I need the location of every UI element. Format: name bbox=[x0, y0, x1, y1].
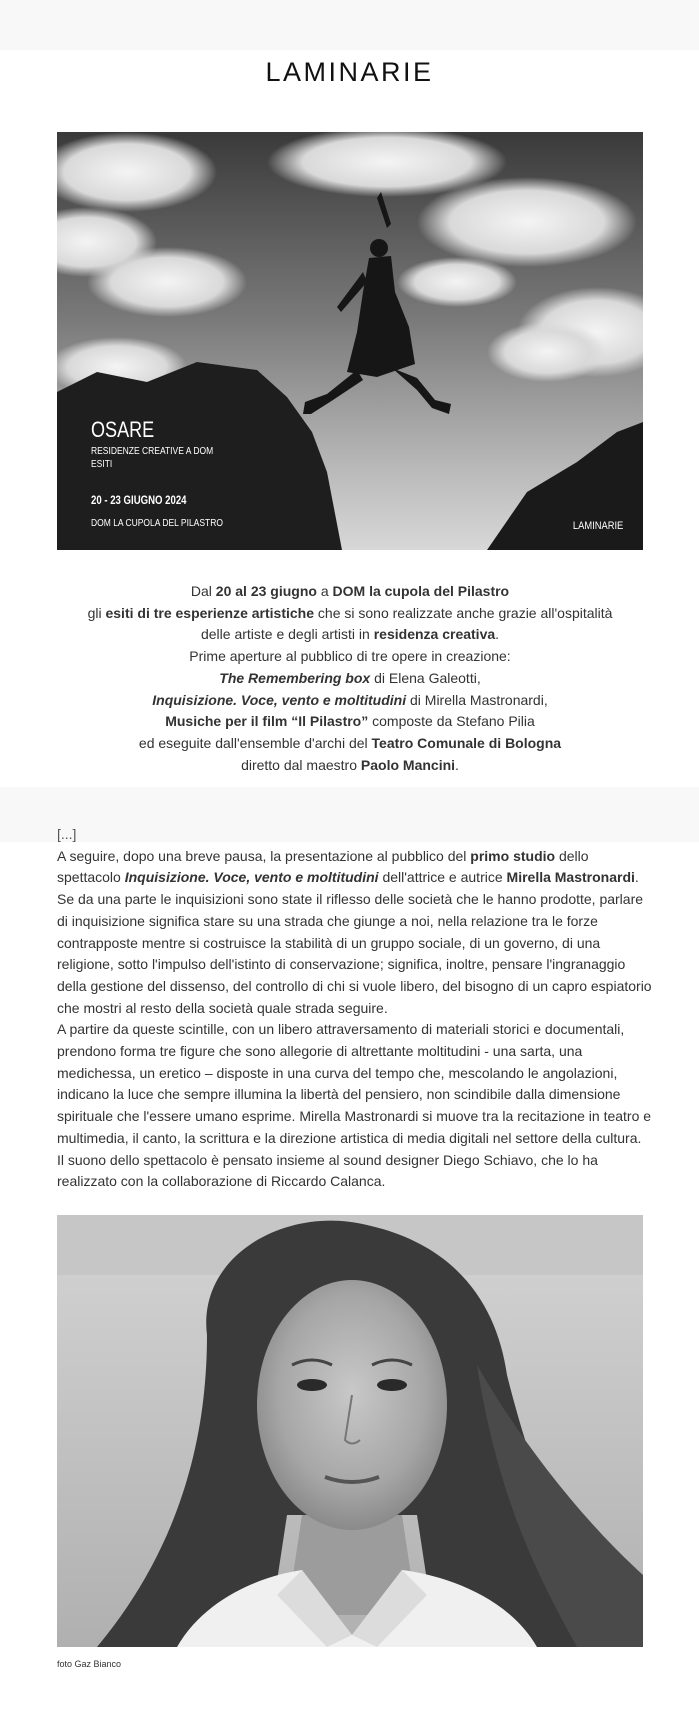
hero-overlay-brand: LAMINARIE bbox=[572, 520, 623, 532]
work-title: Inquisizione. Voce, vento e moltitudini bbox=[124, 869, 379, 886]
photo-credit: foto Gaz Bianco bbox=[57, 1659, 122, 1669]
text: di Mirella Mastronardi, bbox=[406, 691, 548, 708]
hero-overlay-subtitle: RESIDENZE CREATIVE A DOM bbox=[91, 446, 214, 457]
text: delle artiste e degli artisti in bbox=[200, 626, 374, 643]
portrait-image bbox=[57, 1215, 643, 1647]
text: dello spettacolo bbox=[57, 847, 589, 886]
text-bold: residenza creativa bbox=[373, 626, 496, 643]
text: . Se da una parte le inquisizioni sono state il riflesso delle società che le hanno prodotte, parlare di inquisizione significa stare su una strada che giunge a noi, nella relazione tra le forze contrapposte mentre si costruisce la stabilità di un gruppo sociale, di un governo, di una religione, sotto l'impulso dell'istinto di conservazione; significa, inoltre, pensare l'ingranaggio della gestione del dissenso, del controllo di chi si vuole libero, del bisogno di un capro espiatorio che mostri al resto della società quale strada seguire. bbox=[57, 869, 652, 1016]
artist-name: Mirella Mastronardi bbox=[506, 869, 635, 886]
site-logo[interactable]: LAMINARIE bbox=[265, 57, 434, 87]
text-bold: Paolo Mancini bbox=[360, 756, 456, 773]
work-title: Musiche per il film “Il Pilastro” bbox=[165, 713, 369, 730]
text: . bbox=[455, 756, 459, 773]
intro-line: Prime aperture al pubblico di tre opere in creazione: bbox=[189, 648, 511, 665]
hero-overlay-date: 20 - 23 GIUGNO 2024 bbox=[91, 493, 187, 507]
hero-overlay-subtitle-2: ESITI bbox=[91, 459, 113, 470]
text: . bbox=[495, 626, 500, 643]
text: di Elena Galeotti, bbox=[370, 669, 481, 686]
hero-overlay-title: OSARE bbox=[91, 417, 155, 442]
text-bold: DOM la cupola del Pilastro bbox=[332, 583, 510, 599]
text-bold: Teatro Comunale di Bologna bbox=[371, 734, 562, 751]
text-bold: primo studio bbox=[470, 847, 556, 864]
intro-line bbox=[57, 690, 643, 712]
text: composte da Stefano Pilia bbox=[368, 713, 535, 730]
hero-image bbox=[57, 132, 643, 550]
text: a bbox=[316, 583, 333, 599]
top-band bbox=[0, 0, 699, 50]
work-title: Inquisizione. Voce, vento e moltitudini bbox=[152, 691, 407, 708]
intro-line bbox=[57, 624, 643, 646]
hero-overlay-place: DOM LA CUPOLA DEL PILASTRO bbox=[91, 518, 223, 529]
article-paragraph-2: A partire da queste scintille, con un libero attraversamento di materiali storici e documentali, prendono forma tre figure che sono allegorie di altrettante moltitudini - una sarta, una medichessa, un eretico – disposte in una curva del tempo che, mescolando le angolazioni, indicano la luce che sempre illumina la libertà del pensiero, non scindibile dalla dimensione spirituale che l'essere umano esprime. Mirella Mastronardi si muove tra la recitazione in teatro e multimedia, il canto, la scrittura e la direzione artistica di media digitali nel settore della cultura. Il suono dello spettacolo è pensato insieme al sound designer Diego Schiavo, che lo ha realizzato con la collaborazione di Riccardo Calanca. bbox=[57, 1021, 652, 1190]
text: A seguire, dopo una breve pausa, la presentazione al pubblico del bbox=[57, 847, 471, 864]
intro-line bbox=[57, 755, 643, 777]
article-body bbox=[57, 824, 652, 1193]
text: diretto dal maestro bbox=[241, 756, 361, 773]
text: dell'attrice e autrice bbox=[378, 869, 507, 886]
hero-photo bbox=[57, 132, 643, 550]
ellipsis: [...] bbox=[57, 826, 77, 842]
intro-line bbox=[57, 733, 643, 755]
intro-line bbox=[57, 711, 643, 733]
text: ed eseguite dall'ensemble d'archi del bbox=[138, 734, 372, 751]
intro-line bbox=[57, 581, 643, 603]
text: che si sono realizzate anche grazie all'ospitalità bbox=[314, 604, 613, 621]
work-title: The Remembering box bbox=[219, 669, 371, 686]
text: Dal bbox=[190, 583, 216, 599]
intro-line bbox=[57, 668, 643, 690]
intro-line bbox=[57, 603, 643, 625]
article-paragraph-1 bbox=[57, 846, 652, 1020]
text-bold: 20 al 23 giugno bbox=[215, 583, 317, 599]
text: gli bbox=[87, 604, 106, 621]
portrait-photo bbox=[57, 1215, 643, 1647]
text-bold: esiti di tre esperienze artistiche bbox=[105, 604, 315, 621]
intro-text bbox=[57, 581, 643, 776]
